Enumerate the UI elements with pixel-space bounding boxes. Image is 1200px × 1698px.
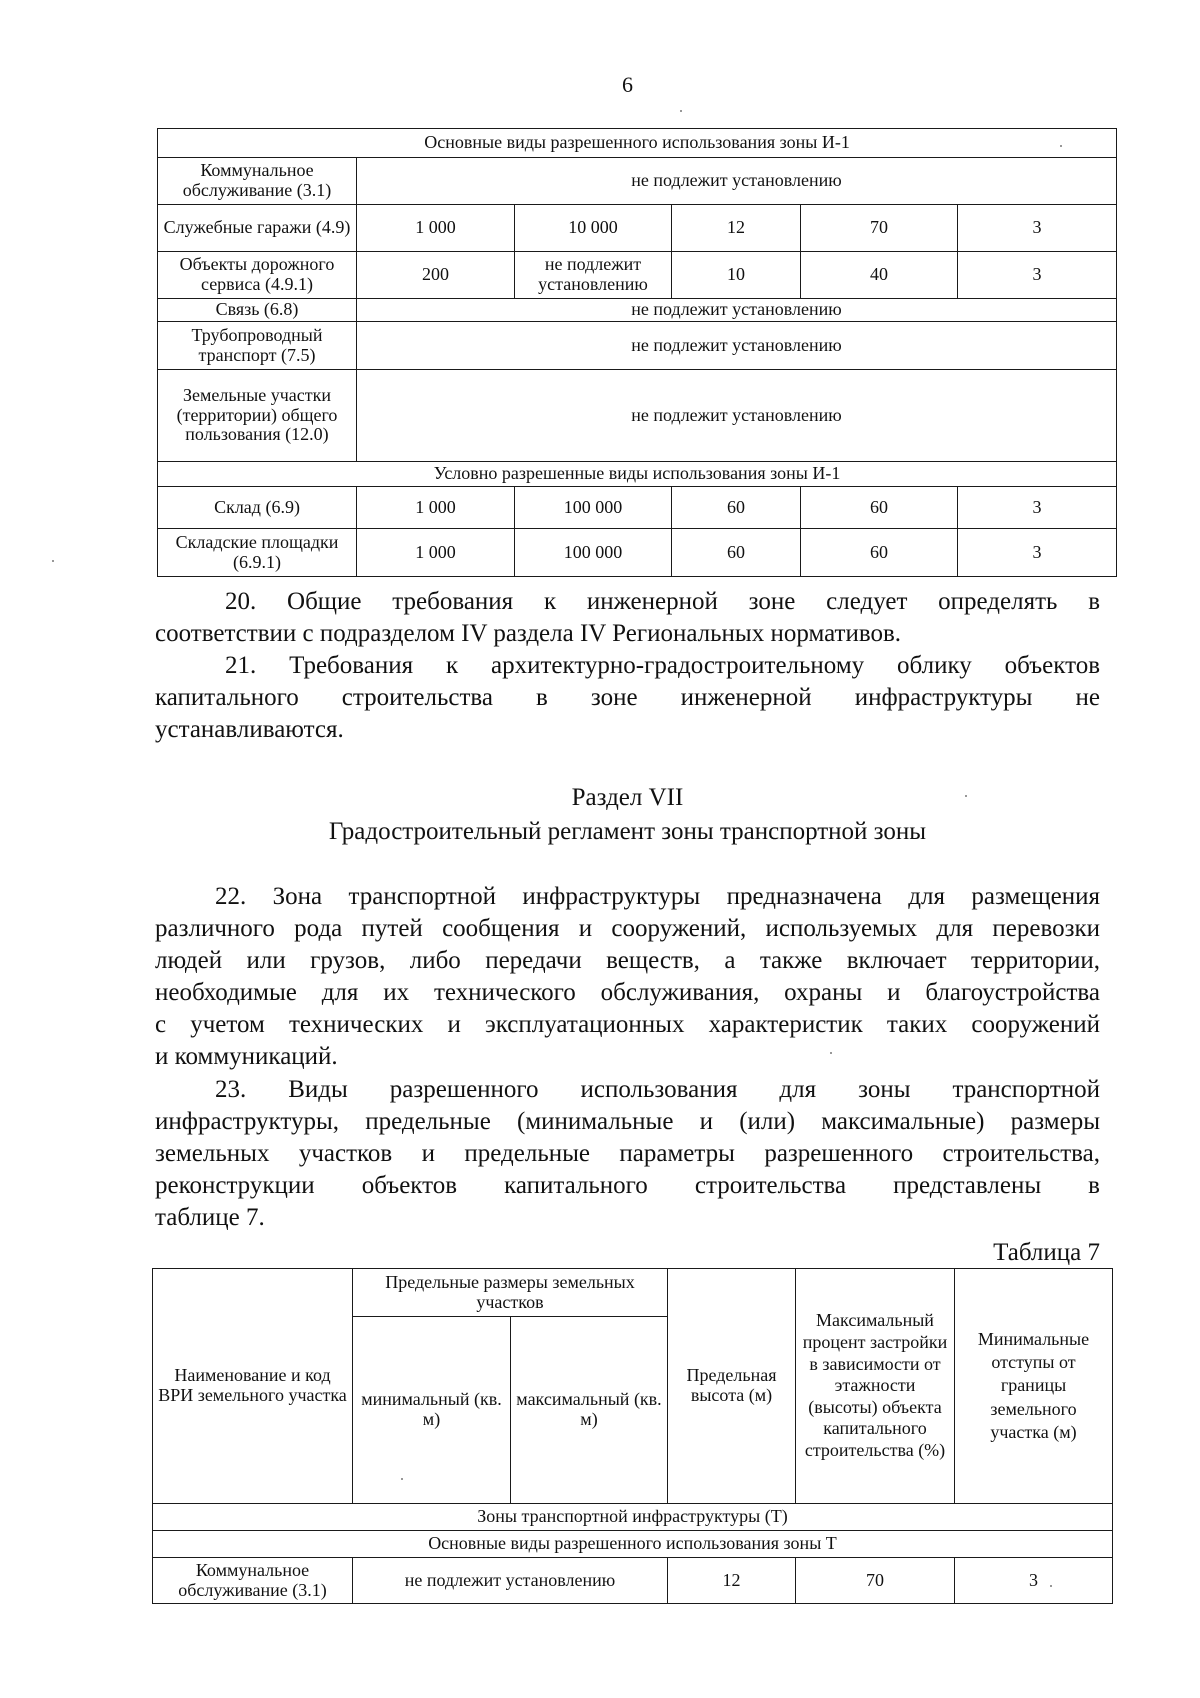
header-setback: Минимальные отступы от границы земельного участка (м): [955, 1269, 1113, 1504]
table-group-header-row: [158, 462, 1117, 487]
row-height: 12: [668, 1558, 796, 1604]
row-setback: 3: [958, 487, 1117, 529]
row-note: не подлежит установлению: [357, 299, 1117, 322]
table-row: [158, 299, 1117, 322]
group-header-conditional-uses: Условно разрешенные виды использования зоны И-1: [158, 462, 1117, 487]
paragraph-line: таблице 7.: [155, 1204, 265, 1231]
row-setback: 3: [958, 529, 1117, 577]
row-percent: 70: [796, 1558, 955, 1604]
scan-speck: [401, 1478, 403, 1480]
paragraph-line: 20. Общие требования к инженерной зоне следует определять в: [225, 588, 1100, 615]
header-sizes: Предельные размеры земельных участков: [353, 1269, 668, 1317]
row-height: 60: [672, 529, 801, 577]
paragraph-22: [155, 881, 1100, 1073]
scan-speck: [1060, 145, 1062, 147]
row-height: 12: [672, 205, 801, 252]
table-7: [152, 1268, 1113, 1604]
scan-speck: [965, 795, 967, 797]
table-row: [158, 205, 1117, 252]
table-row: [158, 529, 1117, 577]
table-header-row: [153, 1269, 1113, 1317]
row-min: 200: [357, 252, 515, 299]
page-number: 6: [622, 72, 633, 97]
row-note: не подлежит установлению: [357, 322, 1117, 370]
row-name: Объекты дорожного сервиса (4.9.1): [158, 252, 357, 299]
row-name: Склад (6.9): [158, 487, 357, 529]
row-setback: 3: [955, 1558, 1113, 1604]
row-min: 1 000: [357, 487, 515, 529]
table-row: [153, 1558, 1113, 1604]
group-header-main-uses: Основные виды разрешенного использования зоны И-1: [158, 129, 1117, 158]
paragraph-line: соответствии с подразделом IV раздела IV Региональных нормативов.: [155, 620, 902, 647]
paragraph-line: инфраструктуры, предельные (минимальные и (или) максимальные) размеры: [155, 1108, 1100, 1135]
row-note: не подлежит установлению: [357, 158, 1117, 205]
header-height: Предельная высота (м): [668, 1269, 796, 1504]
section-subtitle: Градостроительный регламент зоны транспортной зоны: [328, 818, 927, 845]
row-name: Коммунальное обслуживание (3.1): [153, 1558, 353, 1604]
paragraph-line: 22. Зона транспортной инфраструктуры предназначена для размещения: [215, 883, 1100, 910]
row-note: не подлежит установлению: [357, 370, 1117, 462]
paragraph-line: необходимые для их технического обслуживания, охраны и благоустройства: [155, 979, 1100, 1006]
table-group-header-row: [153, 1531, 1113, 1558]
paragraph-line: 21. Требования к архитектурно-градостроительному облику объектов: [225, 652, 1100, 679]
row-percent: 60: [801, 529, 958, 577]
paragraph-line: капитального строительства в зоне инженерной инфраструктуры не: [155, 684, 1100, 711]
paragraph-line: и коммуникаций.: [155, 1043, 338, 1070]
row-name: Земельные участки (территории) общего пользования (12.0): [158, 370, 357, 462]
paragraph-line: с учетом технических и эксплуатационных характеристик таких сооружений: [155, 1011, 1100, 1038]
row-max: 100 000: [515, 529, 672, 577]
paragraph-23: [155, 1074, 1100, 1234]
paragraph-line: людей или грузов, либо передачи веществ, а также включает территории,: [155, 947, 1100, 974]
header-name: Наименование и код ВРИ земельного участка: [153, 1269, 353, 1504]
table-zone-i1: [157, 128, 1117, 577]
row-min: 1 000: [357, 205, 515, 252]
zone-title: Зоны транспортной инфраструктуры (Т): [153, 1504, 1113, 1531]
row-percent: 40: [801, 252, 958, 299]
row-name: Служебные гаражи (4.9): [158, 205, 357, 252]
row-max: 100 000: [515, 487, 672, 529]
paragraph-line: устанавливаются.: [155, 716, 344, 743]
row-setback: 3: [958, 252, 1117, 299]
header-max: максимальный (кв. м): [511, 1317, 668, 1504]
table-row: [158, 322, 1117, 370]
row-min: 1 000: [357, 529, 515, 577]
row-height: 60: [672, 487, 801, 529]
table-row: [158, 487, 1117, 529]
row-percent: 60: [801, 487, 958, 529]
scan-speck: [830, 1052, 832, 1054]
table-row: [158, 252, 1117, 299]
group-title: Основные виды разрешенного использования зоны Т: [153, 1531, 1113, 1558]
paragraph-21: [155, 650, 1100, 746]
row-name: Складские площадки (6.9.1): [158, 529, 357, 577]
row-setback: 3: [958, 205, 1117, 252]
row-max: не подлежит установлению: [515, 252, 672, 299]
scan-speck: [680, 110, 682, 112]
paragraph-line: земельных участков и предельные параметры разрешенного строительства,: [155, 1140, 1100, 1167]
table-group-header-row: [153, 1504, 1113, 1531]
table-group-header-row: [158, 129, 1117, 158]
table-row: [158, 370, 1117, 462]
row-name: Трубопроводный транспорт (7.5): [158, 322, 357, 370]
row-name: Коммунальное обслуживание (3.1): [158, 158, 357, 205]
table-caption: Таблица 7: [993, 1239, 1100, 1266]
scan-speck: [1050, 1585, 1052, 1587]
paragraph-line: 23. Виды разрешенного использования для зоны транспортной: [215, 1076, 1100, 1103]
row-max: 10 000: [515, 205, 672, 252]
header-min: минимальный (кв. м): [353, 1317, 511, 1504]
paragraph-20: [155, 586, 1100, 650]
header-percent: Максимальный процент застройки в зависимости от этажности (высоты) объекта капитального строительства (%): [796, 1269, 955, 1504]
row-percent: 70: [801, 205, 958, 252]
row-name: Связь (6.8): [158, 299, 357, 322]
paragraph-line: различного рода путей сообщения и сооружений, используемых для перевозки: [155, 915, 1100, 942]
row-sizes: не подлежит установлению: [353, 1558, 668, 1604]
row-height: 10: [672, 252, 801, 299]
paragraph-line: реконструкции объектов капитального строительства представлены в: [155, 1172, 1100, 1199]
table-row: [158, 158, 1117, 205]
section-title: Раздел VII: [571, 784, 684, 811]
scan-speck: [52, 560, 54, 562]
